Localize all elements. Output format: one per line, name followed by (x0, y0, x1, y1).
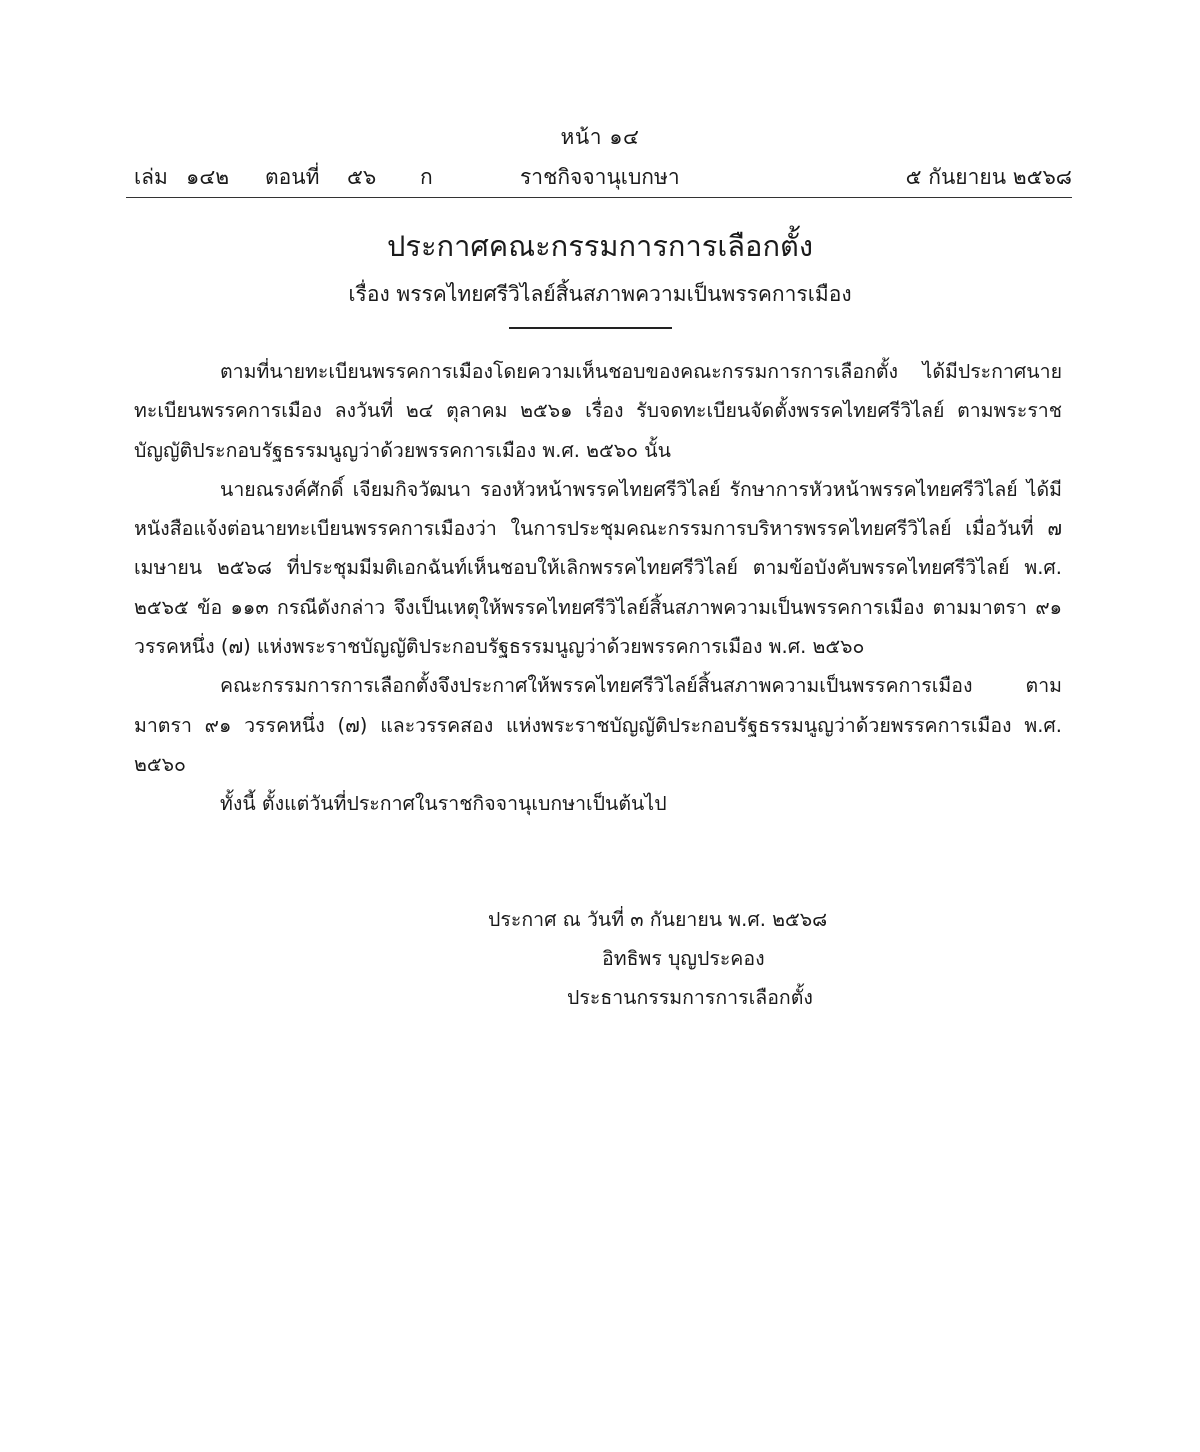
document-subject: เรื่อง พรรคไทยศรีวิไลย์สิ้นสภาพความเป็นพรรคการเมือง (348, 282, 852, 306)
section-label: ตอนที่ (265, 165, 320, 189)
volume-number: ๑๔๒ (186, 165, 230, 189)
document-title: ประกาศคณะกรรมการการเลือกตั้ง (386, 229, 813, 263)
header-divider (126, 197, 1072, 198)
section-letter: ก (420, 165, 433, 189)
page-number: หน้า ๑๔ (560, 125, 640, 149)
announcement-date: ประกาศ ณ วันที่ ๓ กันยายน พ.ศ. ๒๕๖๘ (488, 908, 828, 931)
body-paragraph: ทั้งนี้ ตั้งแต่วันที่ประกาศในราชกิจจานุเบกษาเป็นต้นไป (220, 792, 667, 816)
volume-label: เล่ม (134, 165, 168, 189)
body-paragraph: ตามที่นายทะเบียนพรรคการเมืองโดยความเห็นชอบของคณะกรรมการการเลือกตั้ง ได้มีประกาศนายทะเบียนพรรคการเมือง ลงวันที่ ๒๔ ตุลาคม ๒๕๖๑ เรื่อง รับจดทะเบียนจัดตั้งพรรคไทยศรีวิไลย์ ตามพระราชบัญญัติประกอบรัฐธรรมนูญว่าด้วยพรรคการเมือง พ.ศ. ๒๕๖๐ นั้น (134, 360, 1062, 462)
body-paragraph: นายณรงค์ศักดิ์ เจียมกิจวัฒนา รองหัวหน้าพรรคไทยศรีวิไลย์ รักษาการหัวหน้าพรรคไทยศรีวิไลย์ ได้มีหนังสือแจ้งต่อนายทะเบียนพรรคการเมืองว่า ในการประชุมคณะกรรมการบริหารพรรคไทยศรีวิไลย์ เมื่อวันที่ ๗ เมษายน ๒๕๖๘ ที่ประชุมมีมติเอกฉันท์เห็นชอบให้เลิกพรรคไทยศรีวิไลย์ ตามข้อบังคับพรรคไทยศรีวิไลย์ พ.ศ. ๒๕๖๕ ข้อ ๑๑๓ กรณีดังกล่าว จึงเป็นเหตุให้พรรคไทยศรีวิไลย์สิ้นสภาพความเป็นพรรคการเมือง ตามมาตรา ๙๑ วรรคหนึ่ง (๗) แห่งพระราชบัญญัติประกอบรัฐธรรมนูญว่าด้วยพรรคการเมือง พ.ศ. ๒๕๖๐ (134, 477, 1062, 659)
signatory-name: อิทธิพร บุญประคอง (602, 947, 765, 970)
signature-block (488, 900, 928, 1017)
section-number: ๕๖ (347, 165, 377, 189)
publication-date: ๕ กันยายน ๒๕๖๘ (905, 165, 1072, 189)
gazette-header (134, 162, 1072, 194)
signatory-position: ประธานกรรมการการเลือกตั้ง (567, 986, 813, 1009)
title-divider (509, 327, 672, 329)
document-body (134, 352, 1062, 824)
body-paragraph: คณะกรรมการการเลือกตั้งจึงประกาศให้พรรคไทยศรีวิไลย์สิ้นสภาพความเป็นพรรคการเมือง ตามมาตรา ๙๑ วรรคหนึ่ง (๗) และวรรคสอง แห่งพระราชบัญญัติประกอบรัฐธรรมนูญว่าด้วยพรรคการเมือง พ.ศ. ๒๕๖๐ (134, 674, 1062, 776)
gazette-name: ราชกิจจานุเบกษา (520, 165, 680, 189)
